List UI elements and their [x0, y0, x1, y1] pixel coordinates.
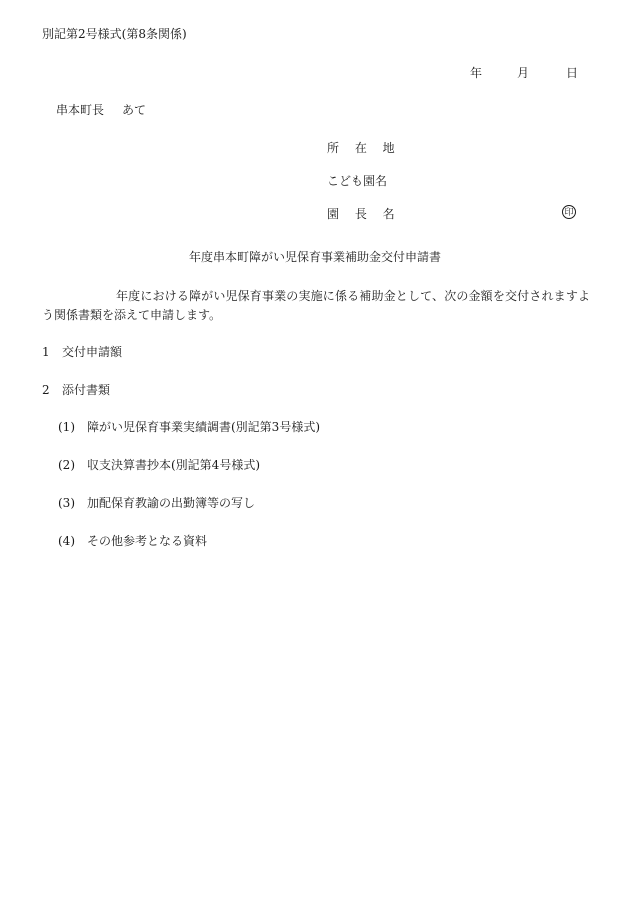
- attachment-label: 加配保育教諭の出勤簿等の写し: [87, 496, 256, 510]
- seal-icon: 印: [562, 205, 576, 219]
- section-number: 2: [42, 383, 50, 397]
- attachment-item: [58, 496, 255, 510]
- date-month-label: 月: [517, 66, 530, 80]
- section-application-amount: [42, 345, 122, 359]
- attachment-number: (4): [58, 534, 75, 548]
- document-title: 年度串本町障がい児保育事業補助金交付申請書: [188, 250, 441, 264]
- attachment-number: (3): [58, 496, 75, 510]
- date-day-label: 日: [566, 66, 579, 80]
- attachment-item: [58, 458, 260, 472]
- section-label: 交付申請額: [62, 345, 123, 359]
- body-paragraph: 年度における障がい児保育事業の実施に係る補助金として、次の金額を交付されますよう関係書類を添えて申請します。: [42, 289, 590, 322]
- attachment-label: 障がい児保育事業実績調書(別記第3号様式): [87, 420, 320, 434]
- section-number: 1: [42, 345, 50, 359]
- addressee: [56, 103, 146, 117]
- attachment-number: (1): [58, 420, 75, 434]
- addressee-name: 串本町長: [56, 103, 105, 117]
- attachment-number: (2): [58, 458, 75, 472]
- attachment-label: 収支決算書抄本(別記第4号様式): [87, 458, 260, 472]
- section-label: 添付書類: [62, 383, 111, 397]
- section-attachments: [42, 383, 110, 397]
- addressee-suffix: あて: [122, 103, 147, 117]
- attachment-item: [58, 420, 320, 434]
- address-label: 所 在 地: [327, 141, 401, 155]
- director-name-label: 園 長 名: [327, 207, 401, 221]
- kindergarten-name-label: こども園名: [327, 174, 388, 188]
- attachment-label: その他参考となる資料: [87, 534, 208, 548]
- attachment-item: [58, 534, 207, 548]
- date-year-label: 年: [470, 66, 483, 80]
- form-number: 別記第2号様式(第8条関係): [42, 27, 187, 41]
